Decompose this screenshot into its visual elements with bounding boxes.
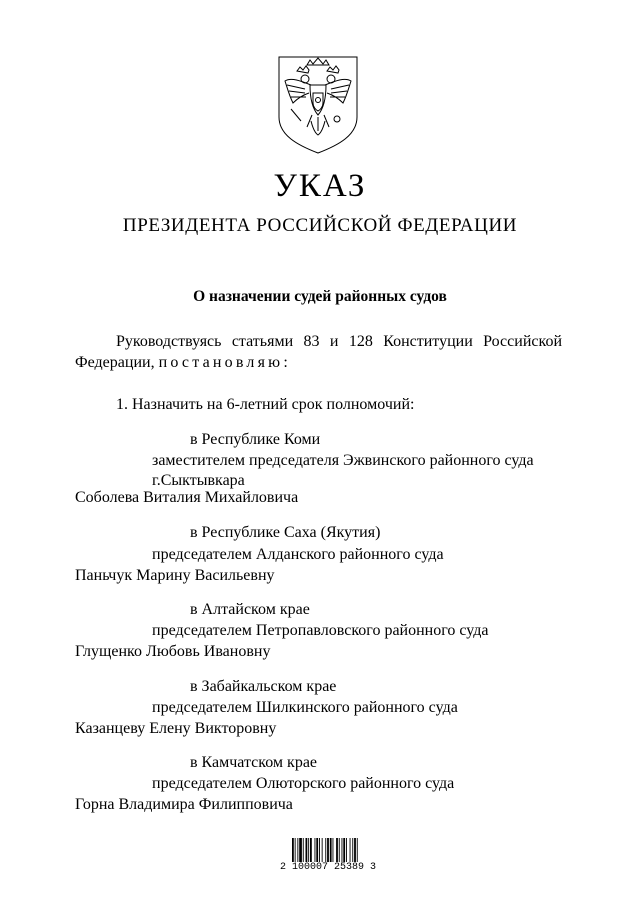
- barcode-bar: [303, 838, 304, 862]
- barcode-bar: [352, 838, 353, 862]
- appointment-position: председателем Петропавловского районного суда: [152, 622, 489, 639]
- barcode-bar: [325, 838, 326, 862]
- barcode-bar: [346, 838, 347, 862]
- preamble-paragraph: [75, 331, 562, 373]
- item-1: 1. Назначить на 6-летний срок полномочий:: [116, 396, 415, 413]
- appointment-position: председателем Алданского районного суда: [152, 546, 444, 563]
- appointment-person: Казанцеву Елену Викторовну: [75, 720, 277, 737]
- appointment-person: Горна Владимира Филипповича: [75, 796, 293, 813]
- barcode-bar: [350, 838, 351, 862]
- barcode-bars: [292, 838, 376, 862]
- preamble-resolve: постановляю:: [158, 354, 291, 371]
- barcode: [292, 830, 376, 890]
- coat-of-arms-icon: [277, 55, 359, 155]
- barcode-bar: [339, 838, 340, 862]
- barcode-bar: [354, 838, 356, 862]
- barcode-bar: [310, 838, 312, 862]
- appointment-person: Паньчук Марину Васильевну: [75, 567, 275, 584]
- appointment-person: Соболева Виталия Михайловича: [75, 489, 299, 506]
- decree-heading: О назначении судей районных судов: [193, 288, 447, 305]
- barcode-bar: [336, 838, 338, 862]
- barcode-bar: [297, 838, 298, 862]
- appointment-region: в Республике Саха (Якутия): [190, 524, 381, 541]
- appointment-person: Глущенко Любовь Ивановну: [75, 643, 271, 660]
- decree-subtitle: ПРЕЗИДЕНТА РОССИЙСКОЙ ФЕДЕРАЦИИ: [122, 215, 518, 236]
- barcode-bar: [342, 838, 343, 862]
- appointment-region: в Алтайском крае: [190, 601, 310, 618]
- appointment-position: заместителем председателя Эжвинского районного суда: [152, 452, 534, 469]
- appointment-region: в Забайкальском крае: [190, 678, 337, 695]
- preamble-text: Руководствуясь статьями 83 и 128 Конституции Российской Федерации,: [75, 333, 562, 371]
- barcode-bar: [330, 838, 332, 862]
- barcode-bar: [327, 838, 329, 862]
- barcode-bar: [343, 838, 345, 862]
- barcode-bar: [357, 838, 358, 862]
- barcode-bar: [299, 838, 302, 862]
- barcode-bar: [322, 838, 323, 862]
- barcode-bar: [308, 838, 309, 862]
- barcode-number: 2 100007 25389 3: [280, 862, 377, 873]
- appointment-position: председателем Шилкинского районного суда: [152, 699, 458, 716]
- barcode-bar: [306, 838, 308, 862]
- appointment-region: в Камчатском крае: [190, 754, 318, 771]
- appointment-position-cont: г.Сыктывкара: [152, 472, 245, 489]
- barcode-bar: [319, 838, 320, 862]
- appointment-position: председателем Олюторского районного суда: [152, 775, 455, 792]
- barcode-bar: [292, 838, 294, 862]
- barcode-bar: [316, 838, 318, 862]
- appointment-region: в Республике Коми: [190, 431, 321, 448]
- decree-title: УКАЗ: [273, 168, 367, 204]
- barcode-bar: [315, 838, 316, 862]
- barcode-bar: [295, 838, 296, 862]
- barcode-bar: [333, 838, 334, 862]
